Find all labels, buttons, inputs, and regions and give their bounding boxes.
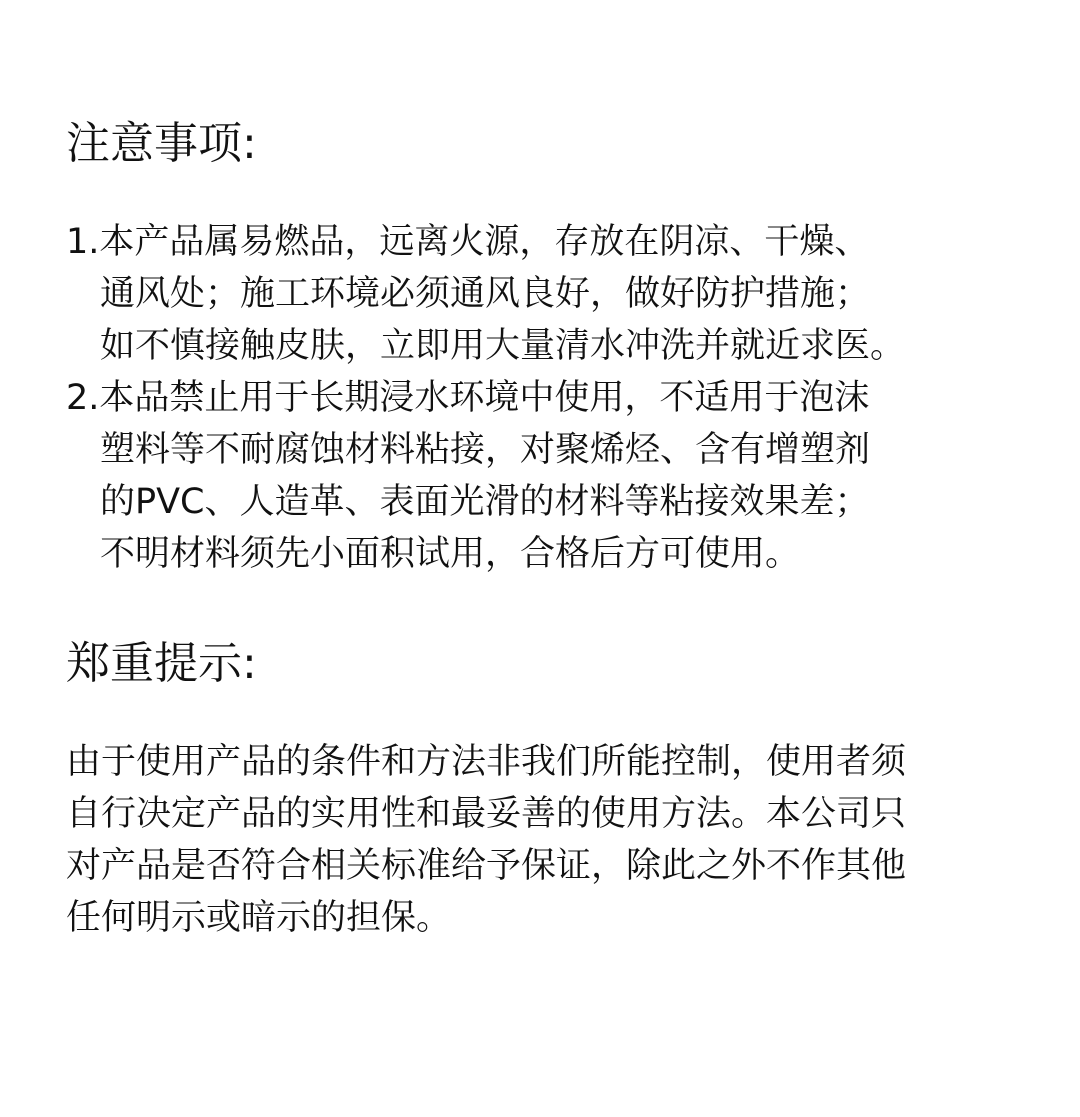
notice-heading: 注意事项:: [66, 118, 257, 169]
reminder-heading: 郑重提示:: [66, 638, 257, 689]
notice-item-2-line-4: 不明材料须先小面积试用，合格后方可使用。: [100, 534, 801, 574]
reminder-line-4: 任何明示或暗示的担保。: [66, 898, 452, 938]
reminder-line-3: 对产品是否符合相关标准给予保证，除此之外不作其他: [66, 846, 907, 886]
reminder-line-2: 自行决定产品的实用性和最妥善的使用方法。本公司只: [66, 794, 907, 834]
notice-item-1-line-1: 1.本产品属易燃品，远离火源，存放在阴凉、干燥、: [66, 222, 870, 262]
notice-item-1-line-2: 通风处；施工环境必须通风良好，做好防护措施；: [100, 274, 871, 314]
reminder-line-1: 由于使用产品的条件和方法非我们所能控制，使用者须: [66, 742, 907, 782]
notice-item-2-line-2: 塑料等不耐腐蚀材料粘接，对聚烯烃、含有增塑剂: [100, 430, 871, 470]
notice-item-2-line-3: 的PVC、人造革、表面光滑的材料等粘接效果差；: [100, 482, 870, 522]
notice-item-1-line-3: 如不慎接触皮肤，立即用大量清水冲洗并就近求医。: [100, 326, 906, 366]
notice-item-2-line-1: 2.本品禁止用于长期浸水环境中使用，不适用于泡沫: [66, 378, 870, 418]
